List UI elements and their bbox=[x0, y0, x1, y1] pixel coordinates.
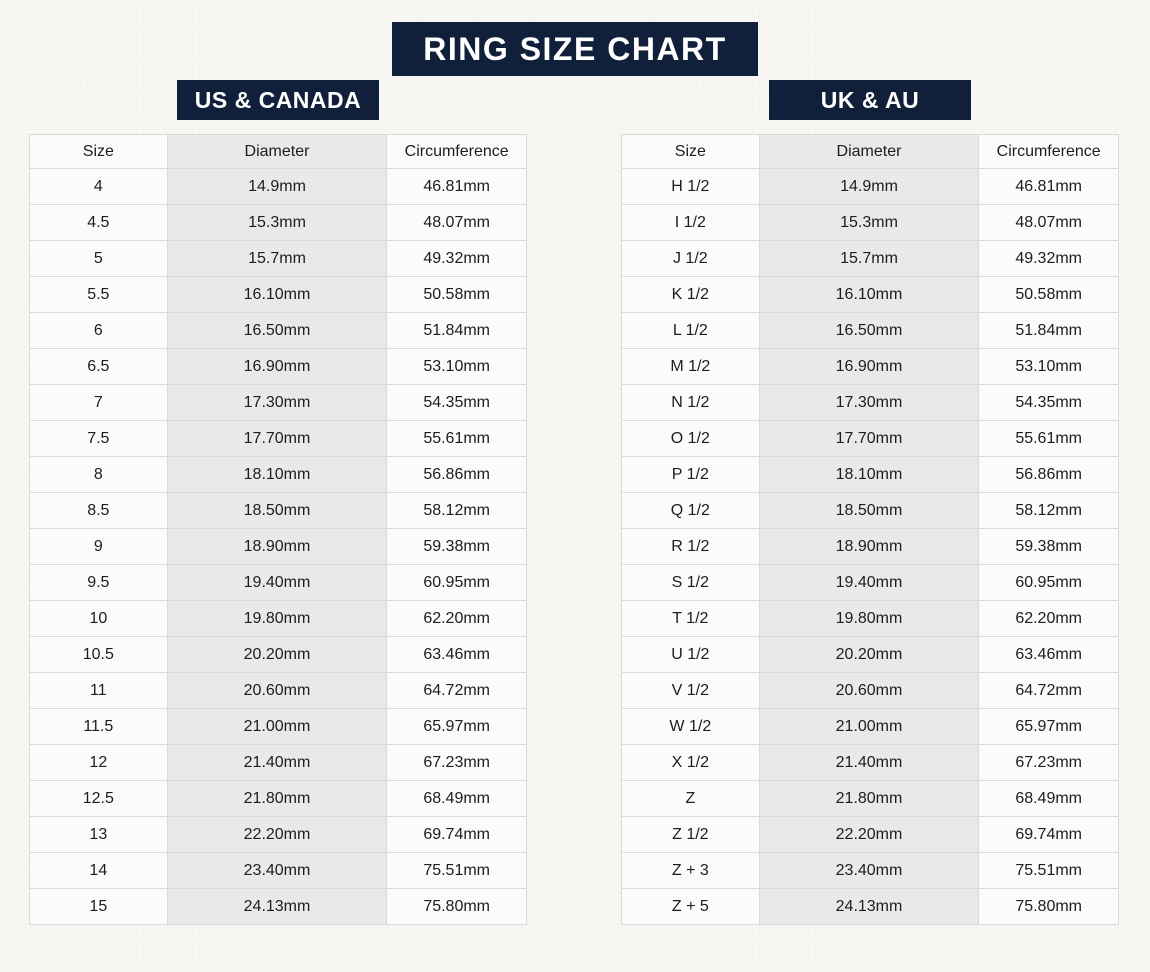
table-row bbox=[30, 493, 527, 529]
cell-circumference: 48.07mm bbox=[387, 205, 527, 241]
table-row bbox=[30, 313, 527, 349]
cell-size: W 1/2 bbox=[622, 709, 760, 745]
cell-size: 5.5 bbox=[30, 277, 168, 313]
cell-size: M 1/2 bbox=[622, 349, 760, 385]
cell-circumference: 60.95mm bbox=[387, 565, 527, 601]
cell-circumference: 49.32mm bbox=[387, 241, 527, 277]
table-row bbox=[622, 853, 1119, 889]
cell-size: Z bbox=[622, 781, 760, 817]
cell-diameter: 20.60mm bbox=[167, 673, 387, 709]
page-title: RING SIZE CHART bbox=[392, 22, 758, 76]
cell-diameter: 16.50mm bbox=[167, 313, 387, 349]
cell-circumference: 55.61mm bbox=[387, 421, 527, 457]
table-row bbox=[30, 853, 527, 889]
cell-circumference: 69.74mm bbox=[979, 817, 1119, 853]
cell-circumference: 69.74mm bbox=[387, 817, 527, 853]
column-header-diameter: Diameter bbox=[759, 135, 979, 169]
cell-circumference: 58.12mm bbox=[979, 493, 1119, 529]
cell-circumference: 67.23mm bbox=[387, 745, 527, 781]
cell-diameter: 17.30mm bbox=[167, 385, 387, 421]
table-row bbox=[30, 349, 527, 385]
table-row bbox=[622, 817, 1119, 853]
cell-circumference: 75.51mm bbox=[979, 853, 1119, 889]
cell-diameter: 21.00mm bbox=[167, 709, 387, 745]
cell-size: 11.5 bbox=[30, 709, 168, 745]
table-row bbox=[622, 241, 1119, 277]
cell-diameter: 19.40mm bbox=[759, 565, 979, 601]
cell-circumference: 48.07mm bbox=[979, 205, 1119, 241]
cell-circumference: 75.51mm bbox=[387, 853, 527, 889]
table-row bbox=[622, 745, 1119, 781]
cell-circumference: 50.58mm bbox=[387, 277, 527, 313]
cell-size: 4 bbox=[30, 169, 168, 205]
table-row bbox=[30, 889, 527, 925]
table-row bbox=[30, 457, 527, 493]
cell-diameter: 15.3mm bbox=[759, 205, 979, 241]
us-canada-region-label: US & CANADA bbox=[177, 80, 379, 120]
table-row bbox=[622, 385, 1119, 421]
cell-circumference: 64.72mm bbox=[979, 673, 1119, 709]
us-canada-section bbox=[29, 80, 527, 925]
table-row bbox=[622, 565, 1119, 601]
table-row bbox=[622, 349, 1119, 385]
table-row bbox=[30, 205, 527, 241]
us-canada-table bbox=[29, 134, 527, 925]
cell-size: 10 bbox=[30, 601, 168, 637]
cell-circumference: 64.72mm bbox=[387, 673, 527, 709]
table-row bbox=[30, 601, 527, 637]
table-row bbox=[622, 889, 1119, 925]
cell-circumference: 51.84mm bbox=[387, 313, 527, 349]
cell-size: 11 bbox=[30, 673, 168, 709]
cell-size: U 1/2 bbox=[622, 637, 760, 673]
table-row bbox=[622, 421, 1119, 457]
cell-size: P 1/2 bbox=[622, 457, 760, 493]
cell-size: 7.5 bbox=[30, 421, 168, 457]
table-row bbox=[30, 565, 527, 601]
table-row bbox=[622, 457, 1119, 493]
cell-diameter: 16.90mm bbox=[167, 349, 387, 385]
cell-diameter: 22.20mm bbox=[759, 817, 979, 853]
cell-diameter: 18.50mm bbox=[759, 493, 979, 529]
cell-size: N 1/2 bbox=[622, 385, 760, 421]
cell-size: 12 bbox=[30, 745, 168, 781]
cell-size: L 1/2 bbox=[622, 313, 760, 349]
cell-circumference: 63.46mm bbox=[387, 637, 527, 673]
cell-circumference: 46.81mm bbox=[979, 169, 1119, 205]
table-row bbox=[30, 421, 527, 457]
ring-size-chart-page bbox=[0, 22, 1150, 925]
cell-size: V 1/2 bbox=[622, 673, 760, 709]
header-row bbox=[622, 135, 1119, 169]
cell-diameter: 17.70mm bbox=[759, 421, 979, 457]
table-row bbox=[30, 817, 527, 853]
cell-circumference: 50.58mm bbox=[979, 277, 1119, 313]
cell-diameter: 18.90mm bbox=[759, 529, 979, 565]
cell-size: R 1/2 bbox=[622, 529, 760, 565]
cell-diameter: 21.00mm bbox=[759, 709, 979, 745]
cell-diameter: 20.20mm bbox=[759, 637, 979, 673]
cell-circumference: 65.97mm bbox=[979, 709, 1119, 745]
cell-circumference: 68.49mm bbox=[387, 781, 527, 817]
cell-circumference: 59.38mm bbox=[979, 529, 1119, 565]
cell-circumference: 49.32mm bbox=[979, 241, 1119, 277]
tables-container bbox=[0, 80, 1150, 925]
table-row bbox=[30, 385, 527, 421]
table-row bbox=[30, 241, 527, 277]
table-row bbox=[30, 529, 527, 565]
cell-size: K 1/2 bbox=[622, 277, 760, 313]
header-row bbox=[30, 135, 527, 169]
table-row bbox=[30, 277, 527, 313]
cell-size: 6.5 bbox=[30, 349, 168, 385]
cell-diameter: 21.40mm bbox=[759, 745, 979, 781]
cell-circumference: 63.46mm bbox=[979, 637, 1119, 673]
cell-circumference: 75.80mm bbox=[387, 889, 527, 925]
cell-circumference: 58.12mm bbox=[387, 493, 527, 529]
cell-diameter: 20.20mm bbox=[167, 637, 387, 673]
table-row bbox=[622, 169, 1119, 205]
cell-diameter: 17.30mm bbox=[759, 385, 979, 421]
table-row bbox=[622, 277, 1119, 313]
cell-size: X 1/2 bbox=[622, 745, 760, 781]
cell-circumference: 65.97mm bbox=[387, 709, 527, 745]
cell-diameter: 20.60mm bbox=[759, 673, 979, 709]
cell-circumference: 51.84mm bbox=[979, 313, 1119, 349]
table-row bbox=[622, 529, 1119, 565]
cell-diameter: 21.80mm bbox=[759, 781, 979, 817]
table-row bbox=[622, 493, 1119, 529]
cell-diameter: 19.80mm bbox=[167, 601, 387, 637]
cell-diameter: 22.20mm bbox=[167, 817, 387, 853]
table-row bbox=[622, 313, 1119, 349]
cell-circumference: 54.35mm bbox=[979, 385, 1119, 421]
column-header-circumference: Circumference bbox=[387, 135, 527, 169]
uk-au-table bbox=[621, 134, 1119, 925]
cell-diameter: 16.10mm bbox=[167, 277, 387, 313]
cell-size: S 1/2 bbox=[622, 565, 760, 601]
cell-circumference: 60.95mm bbox=[979, 565, 1119, 601]
cell-diameter: 16.50mm bbox=[759, 313, 979, 349]
column-header-size: Size bbox=[30, 135, 168, 169]
cell-diameter: 18.90mm bbox=[167, 529, 387, 565]
table-row bbox=[622, 673, 1119, 709]
cell-circumference: 75.80mm bbox=[979, 889, 1119, 925]
cell-circumference: 53.10mm bbox=[979, 349, 1119, 385]
cell-size: 9.5 bbox=[30, 565, 168, 601]
cell-size: 8.5 bbox=[30, 493, 168, 529]
uk-au-region-label: UK & AU bbox=[769, 80, 971, 120]
cell-circumference: 55.61mm bbox=[979, 421, 1119, 457]
table-row bbox=[30, 781, 527, 817]
cell-diameter: 18.10mm bbox=[759, 457, 979, 493]
table-row bbox=[622, 637, 1119, 673]
table-row bbox=[622, 601, 1119, 637]
cell-diameter: 21.40mm bbox=[167, 745, 387, 781]
table-row bbox=[30, 709, 527, 745]
cell-size: 5 bbox=[30, 241, 168, 277]
cell-size: 8 bbox=[30, 457, 168, 493]
cell-diameter: 24.13mm bbox=[167, 889, 387, 925]
uk-au-section bbox=[621, 80, 1119, 925]
cell-diameter: 21.80mm bbox=[167, 781, 387, 817]
cell-size: J 1/2 bbox=[622, 241, 760, 277]
cell-diameter: 15.7mm bbox=[167, 241, 387, 277]
table-row bbox=[622, 781, 1119, 817]
cell-size: 13 bbox=[30, 817, 168, 853]
cell-size: 15 bbox=[30, 889, 168, 925]
table-row bbox=[622, 205, 1119, 241]
cell-circumference: 46.81mm bbox=[387, 169, 527, 205]
cell-circumference: 68.49mm bbox=[979, 781, 1119, 817]
cell-diameter: 18.10mm bbox=[167, 457, 387, 493]
cell-size: I 1/2 bbox=[622, 205, 760, 241]
cell-size: Z + 5 bbox=[622, 889, 760, 925]
column-header-circumference: Circumference bbox=[979, 135, 1119, 169]
column-header-size: Size bbox=[622, 135, 760, 169]
cell-circumference: 56.86mm bbox=[387, 457, 527, 493]
table-row bbox=[30, 745, 527, 781]
cell-circumference: 53.10mm bbox=[387, 349, 527, 385]
cell-diameter: 19.40mm bbox=[167, 565, 387, 601]
cell-circumference: 54.35mm bbox=[387, 385, 527, 421]
table-row bbox=[622, 709, 1119, 745]
cell-diameter: 14.9mm bbox=[167, 169, 387, 205]
table-row bbox=[30, 637, 527, 673]
cell-circumference: 59.38mm bbox=[387, 529, 527, 565]
cell-size: H 1/2 bbox=[622, 169, 760, 205]
cell-size: T 1/2 bbox=[622, 601, 760, 637]
cell-size: 9 bbox=[30, 529, 168, 565]
cell-diameter: 16.90mm bbox=[759, 349, 979, 385]
cell-diameter: 17.70mm bbox=[167, 421, 387, 457]
cell-diameter: 23.40mm bbox=[167, 853, 387, 889]
cell-size: 7 bbox=[30, 385, 168, 421]
cell-diameter: 14.9mm bbox=[759, 169, 979, 205]
cell-size: O 1/2 bbox=[622, 421, 760, 457]
cell-size: 4.5 bbox=[30, 205, 168, 241]
cell-size: 6 bbox=[30, 313, 168, 349]
cell-diameter: 24.13mm bbox=[759, 889, 979, 925]
cell-diameter: 16.10mm bbox=[759, 277, 979, 313]
cell-size: Z + 3 bbox=[622, 853, 760, 889]
cell-size: 12.5 bbox=[30, 781, 168, 817]
column-header-diameter: Diameter bbox=[167, 135, 387, 169]
cell-size: 14 bbox=[30, 853, 168, 889]
cell-circumference: 62.20mm bbox=[979, 601, 1119, 637]
table-row bbox=[30, 169, 527, 205]
cell-circumference: 67.23mm bbox=[979, 745, 1119, 781]
cell-diameter: 15.3mm bbox=[167, 205, 387, 241]
cell-size: 10.5 bbox=[30, 637, 168, 673]
cell-circumference: 56.86mm bbox=[979, 457, 1119, 493]
cell-diameter: 19.80mm bbox=[759, 601, 979, 637]
cell-diameter: 15.7mm bbox=[759, 241, 979, 277]
cell-size: Z 1/2 bbox=[622, 817, 760, 853]
cell-size: Q 1/2 bbox=[622, 493, 760, 529]
table-row bbox=[30, 673, 527, 709]
cell-diameter: 18.50mm bbox=[167, 493, 387, 529]
cell-diameter: 23.40mm bbox=[759, 853, 979, 889]
cell-circumference: 62.20mm bbox=[387, 601, 527, 637]
